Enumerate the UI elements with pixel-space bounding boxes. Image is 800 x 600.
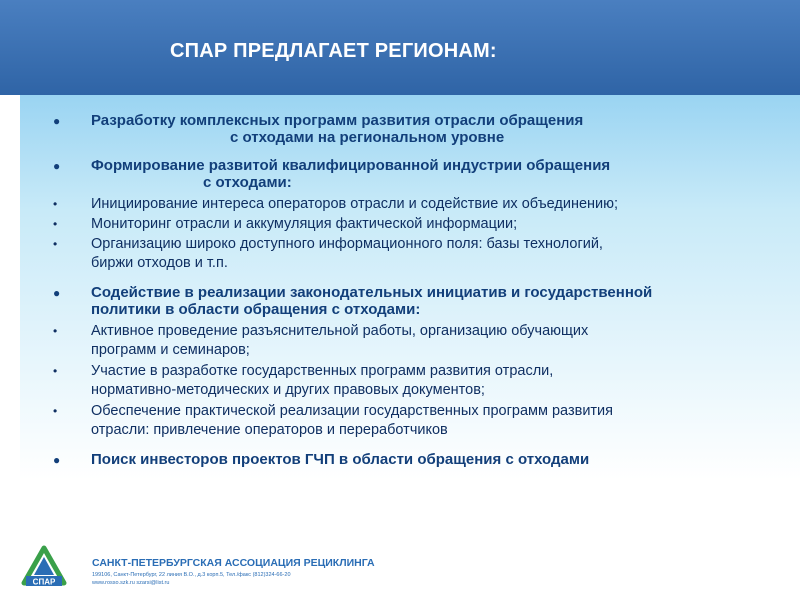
list-item-text: программ и семинаров; xyxy=(91,342,250,358)
list-item-text: Участие в разработке государственных программ развития отрасли, xyxy=(91,363,554,379)
organization-name: САНКТ-ПЕТЕРБУРГСКАЯ АССОЦИАЦИЯ РЕЦИКЛИНГА xyxy=(92,557,375,569)
bullet-icon: • xyxy=(53,364,58,378)
list-item-text: Разработку комплексных программ развития отрасли обращения xyxy=(91,112,584,129)
list-item-text: биржи отходов и т.п. xyxy=(91,255,228,271)
bullet-icon: • xyxy=(53,237,58,251)
list-item-text: нормативно-методических и других правовых документов; xyxy=(91,382,485,398)
logo-text: СПАР xyxy=(32,577,56,587)
list-item-text: Содействие в реализации законодательных инициатив и государственной xyxy=(91,284,653,301)
list-item-text: Мониторинг отрасли и аккумуляция фактической информации; xyxy=(91,216,518,232)
list-item-text: политики в области обращения с отходами: xyxy=(91,301,421,318)
organization-address: 199106, Санкт-Петербург, 22 линия В.О., д.3 корп.5, Тел./факс (812)324-66-20 xyxy=(92,572,291,578)
list-item-text: Формирование развитой квалифицированной индустрии обращения xyxy=(91,157,611,174)
content-panel xyxy=(20,95,800,480)
list-item-text: Активное проведение разъяснительной работы, организацию обучающих xyxy=(91,323,589,339)
list-item-text: отрасли: привлечение операторов и переработчиков xyxy=(91,422,448,438)
spar-logo-icon xyxy=(20,545,68,587)
list-item-text: Поиск инвесторов проектов ГЧП в области обращения с отходами xyxy=(91,451,590,468)
list-item-text: с отходами на региональном уровне xyxy=(230,129,505,146)
title-bar xyxy=(0,0,800,95)
bullet-icon: • xyxy=(53,404,58,418)
organization-web: www.rosso.szk.ru szarsi@list.ru xyxy=(92,580,170,586)
list-item-text: Инициирование интереса операторов отрасли и содействие их объединению; xyxy=(91,196,619,212)
bullet-icon: • xyxy=(53,324,58,338)
bullet-icon: ● xyxy=(53,286,61,300)
bullet-icon: • xyxy=(53,217,58,231)
list-item-text: Организацию широко доступного информационного поля: базы технологий, xyxy=(91,236,603,252)
organization-contacts xyxy=(92,571,352,587)
list-item-text: Обеспечение практической реализации государственных программ развития xyxy=(91,403,614,419)
bullet-icon: • xyxy=(53,197,58,211)
bullet-icon: ● xyxy=(53,159,61,173)
list-item-text: с отходами: xyxy=(203,174,292,191)
bullet-icon: ● xyxy=(53,114,61,128)
bullet-icon: ● xyxy=(53,453,61,467)
page-title: СПАР ПРЕДЛАГАЕТ РЕГИОНАМ: xyxy=(170,40,497,62)
